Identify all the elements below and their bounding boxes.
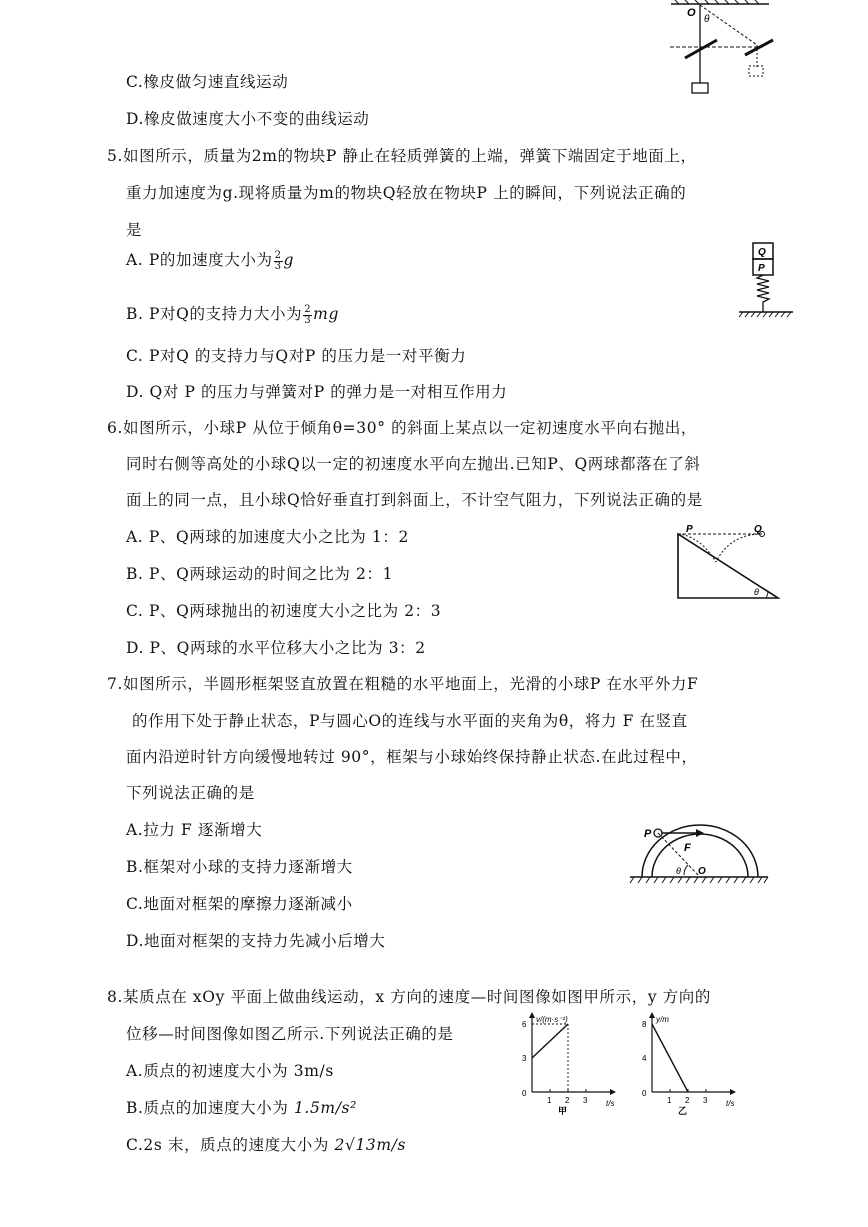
yi-y-tick-label: 4 [642,1054,647,1063]
q5-figure [735,240,797,320]
q5-option-a [126,248,294,272]
q5-option-b [126,302,339,326]
q7-label-p: P [644,828,652,840]
q6-option-b: B. P、Q两球运动的时间之比为 2：1 [126,565,394,583]
q8-option-c [126,1133,406,1155]
q5-option-b-var: mg [313,305,339,323]
jia-y-tick-label: 3 [522,1054,527,1063]
yi-caption: 乙 [678,1106,688,1116]
q7-stem-4: 下列说法正确的是 [126,784,255,802]
q8-option-b-text: B.质点的加速度大小为 [126,1099,294,1117]
jia-x-tick-label: 1 [547,1096,552,1105]
q4-figure [665,0,775,95]
q4-option-d: D.橡皮做速度大小不变的曲线运动 [126,110,370,128]
yi-series-line [652,1024,688,1092]
q7-stem-2: 的作用下处于静止状态，P与圆心O的连线与水平面的夹角为θ，将力 F 在竖直 [132,712,688,730]
q6-figure [670,522,785,602]
q6-option-a: A. P、Q两球的加速度大小之比为 1：2 [126,528,409,546]
fraction-numerator: 2 [274,249,282,261]
q5-label-p: P [758,263,765,274]
q7-option-c: C.地面对框架的摩擦力逐渐减小 [126,895,353,913]
q5-option-a-var: g [283,251,295,269]
q7-option-a: A.拉力 F 逐渐增大 [126,821,263,839]
q7-option-b: B.框架对小球的支持力逐渐增大 [126,858,353,876]
chart-yi [630,1012,742,1116]
jia-y-label: v/(m·s⁻¹) [536,1015,568,1024]
yi-y-arrow [649,1012,655,1018]
q8-option-c-math: 2√13m/s [334,1136,407,1154]
yi-x-arrow [730,1089,736,1095]
jia-x-arrow [610,1089,616,1095]
q5-label-q: Q [758,247,766,258]
q5-stem-3: 是 [126,221,143,239]
q8-option-c-text: C.2s 末，质点的速度大小为 [126,1136,335,1154]
q5-option-b-text: B. P对Q的支持力大小为 [126,305,303,323]
jia-x-tick-label: 2 [565,1096,570,1105]
q7-option-d: D.地面对框架的支持力先减小后增大 [126,932,386,950]
q6-stem-1: 6.如图所示，小球P 从位于倾角θ=30° 的斜面上某点以一定初速度水平向右抛出， [107,419,697,437]
q6-option-c: C. P、Q两球抛出的初速度大小之比为 2：3 [126,602,442,620]
q5-option-b-fraction [303,305,312,326]
q7-label-f: F [684,842,691,854]
q7-stem-1: 7.如图所示，半圆形框架竖直放置在粗糙的水平地面上，光滑的小球P 在水平外力F [107,675,699,693]
q5-option-a-fraction [274,251,283,272]
q8-stem-2: 位移—时间图像如图乙所示.下列说法正确的是 [126,1025,454,1043]
jia-x-label: t/s [606,1099,615,1108]
q7-label-theta: θ [676,866,681,876]
q5-option-d: D. Q对 P 的压力与弹簧对P 的弹力是一对相互作用力 [126,383,508,401]
q6-option-d: D. P、Q两球的水平位移大小之比为 3：2 [126,639,426,657]
yi-origin-label: 0 [642,1089,647,1098]
jia-y-arrow [529,1012,535,1018]
q6-label-q: Q [754,524,762,535]
q7-stem-3: 面内沿逆时针方向缓慢地转过 90°，框架与小球始终保持静止状态.在此过程中， [126,748,698,766]
yi-y-tick-label: 8 [642,1020,647,1029]
q4-label-o: O [687,7,696,19]
q7-label-o: O [698,866,706,877]
yi-x-label: t/s [726,1099,735,1108]
yi-x-tick-label: 2 [685,1096,690,1105]
q6-stem-2: 同时右侧等高处的小球Q以一定的初速度水平向左抛出.已知P、Q两球都落在了斜 [126,455,701,473]
q5-option-a-text: A. P的加速度大小为 [126,251,273,269]
q4-option-c: C.橡皮做匀速直线运动 [126,73,289,91]
fraction-numerator: 2 [304,303,312,315]
chart-jia [510,1012,622,1116]
fraction-denominator: 3 [304,314,312,326]
q8-option-a: A.质点的初速度大小为 3m/s [126,1062,334,1080]
jia-y-tick-label: 6 [522,1020,527,1029]
q5-option-c: C. P对Q 的支持力与Q对P 的压力是一对平衡力 [126,347,467,365]
jia-origin-label: 0 [522,1089,527,1098]
jia-caption: 甲 [558,1106,568,1116]
jia-x-tick-label: 3 [583,1096,588,1105]
q8-option-b [126,1096,357,1118]
q5-stem-1: 5.如图所示，质量为2m的物块P 静止在轻质弹簧的上端，弹簧下端固定于地面上， [107,147,697,165]
q5-stem-2: 重力加速度为g.现将质量为m的物块Q轻放在物块P 上的瞬间，下列说法正确的 [126,184,687,202]
yi-y-label: y/m [656,1015,669,1024]
fraction-denominator: 3 [274,260,282,272]
q6-label-theta: θ [754,587,759,597]
q4-label-theta: θ [704,14,710,25]
q6-label-p: P [686,524,693,535]
q6-stem-3: 面上的同一点，且小球Q恰好垂直打到斜面上，不计空气阻力，下列说法正确的是 [126,491,703,509]
jia-series-line [532,1024,568,1058]
yi-x-tick-label: 1 [667,1096,672,1105]
yi-x-tick-label: 3 [703,1096,708,1105]
q7-figure [628,815,773,887]
q8-option-b-math: 1.5m/s² [293,1099,357,1117]
q8-stem-1: 8.某质点在 xOy 平面上做曲线运动，x 方向的速度—时间图像如图甲所示，y 方向的 [107,988,712,1006]
